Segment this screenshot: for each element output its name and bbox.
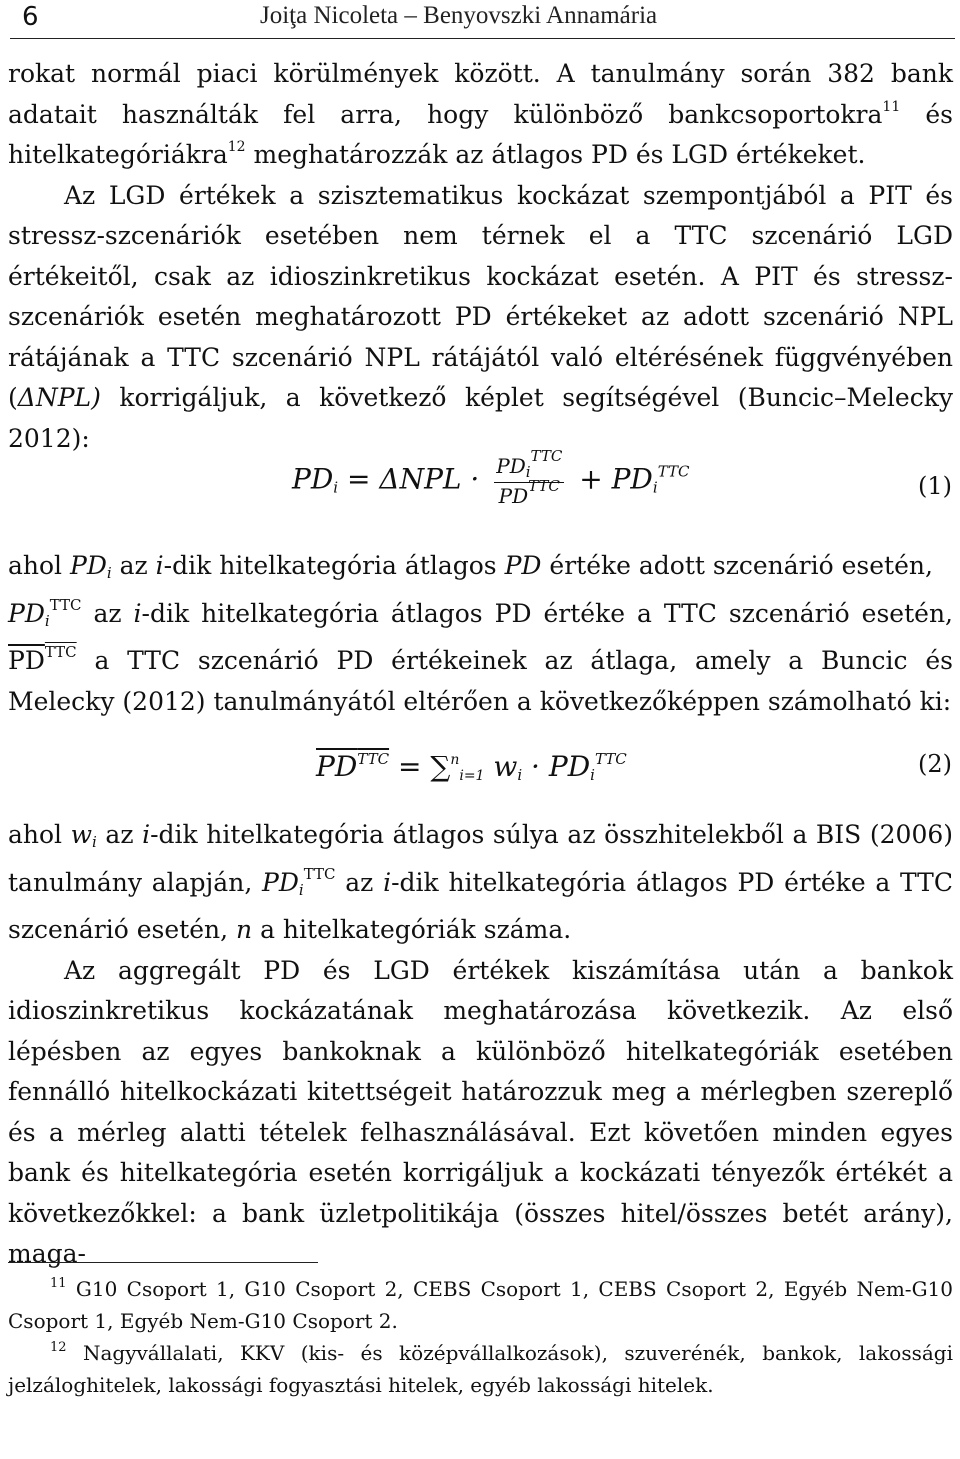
text-run: korrigáljuk, a következő képlet segítségével (Buncic–Melecky 2012): <box>8 383 953 453</box>
paragraph-5: Az aggregált PD és LGD értékek kiszámítása után a bankok idioszinkretikus kockázatának meghatározása következik. Az első lépésben az egyes bankoknak a különböző hitelkategóriák esetében fennálló hitelkockázati kitettségeit határozzuk meg a mérlegben szereplő és a mérleg alatti tételek felhasználásával. Ezt követően minden egyes bank és hitelkategória esetén korrigáljuk a kockázati tényezők értékét a következőkkel: a bank üzletpolitikája (összes hitel/összes betét arány), maga- <box>8 955 953 1268</box>
text-block-3 <box>8 815 953 1275</box>
equation-1-fraction: $\frac{PD_i^{TTC}}{PD^{TTC}}$ <box>496 447 563 508</box>
paragraph-3: ahol $PD_i$ az i-dik hitelkategória átlagos PD értéke adott szcenárió esetén, $PD_i^{TTC}$ az i-dik hitelkategória átlagos PD értéke a TTC szcenárió esetén, $\overline{PD}^{\overline{TTC}}$ a TTC szcenárió PD értékeinek az átlaga, amely a Buncic és Melecky (2012) tanulmányától eltérően a következőképpen számolható ki: <box>8 551 953 716</box>
footnote-ref-12[interactable]: 12 <box>227 139 246 155</box>
text-run: rokat normál piaci körülmények között. A tanulmány során 382 bank adatait használták fel arra, hogy különböző bankcsoportokra <box>8 59 953 129</box>
equation-1-number: (1) <box>918 472 952 500</box>
equation-1-body: $PD_i = \Delta NPL$ · $\frac{PD_i^{TTC}}{PD^{TTC}}$ + $PD_i^{TTC}$ <box>292 447 690 508</box>
delta-npl: ΔNPL) <box>17 383 101 412</box>
footnote-12: $^{12}$ Nagyvállalati, KKV (kis- és középvállalkozások), szuverénék, bankok, lakossági jelzáloghitelek, lakossági fogyasztási hitelek, egyéb lakossági hitelek. <box>8 1340 953 1397</box>
text-run: meghatározzák az átlagos PD és LGD értékeket. <box>245 140 866 169</box>
running-head: Joiţa Nicoleta – Benyovszki Annamária <box>260 2 658 29</box>
paragraph-1 <box>8 54 953 176</box>
text-run: Az LGD értékek a szisztematikus kockázat szempontjából a PIT és stressz-szcenáriók esetében nem térnek el a TTC szcenárió LGD értékeitől, csak az idioszinkretikus kockázat esetén. A PIT és stressz-szcenáriók esetén meghatározott PD értékeket az adott szcenárió NPL rátájának a TTC szcenárió NPL rátájától való eltérésének függvényében ( <box>8 180 953 412</box>
equation-2-number: (2) <box>918 750 952 778</box>
equation-1 <box>0 440 960 520</box>
paragraph-2 <box>8 176 953 460</box>
equation-2 <box>0 740 960 800</box>
footnotes <box>8 1262 953 1401</box>
text-block-2 <box>8 546 953 722</box>
footnote-ref-11[interactable]: 11 <box>882 98 901 115</box>
footnote-rule <box>8 1262 318 1263</box>
paragraph-4: ahol $w_i$ az i-dik hitelkategória átlagos súlya az összhitelekből a BIS (2006) tanulmány alapján, $PD_i^{TTC}$ az i-dik hitelkategória átlagos PD értéke a TTC szcenárió esetén, n a hitelkategóriák száma. <box>8 820 954 944</box>
footnote-11: $^{11}$ G10 Csoport 1, G10 Csoport 2, CEBS Csoport 1, CEBS Csoport 2, Egyéb Nem-G10 Csoport 1, Egyéb Nem-G10 Csoport 2. <box>8 1276 953 1333</box>
page-number: 6 <box>22 2 39 32</box>
page-header <box>10 0 955 40</box>
text-run: és hitelkategóriákra <box>8 99 953 169</box>
equation-2-body: $PD^{TTC} = \sum^n_{i=1}$ $w_i \cdot PD_i^{TTC}$ <box>316 750 627 784</box>
text-block-1 <box>8 54 953 459</box>
header-rule <box>10 38 955 39</box>
